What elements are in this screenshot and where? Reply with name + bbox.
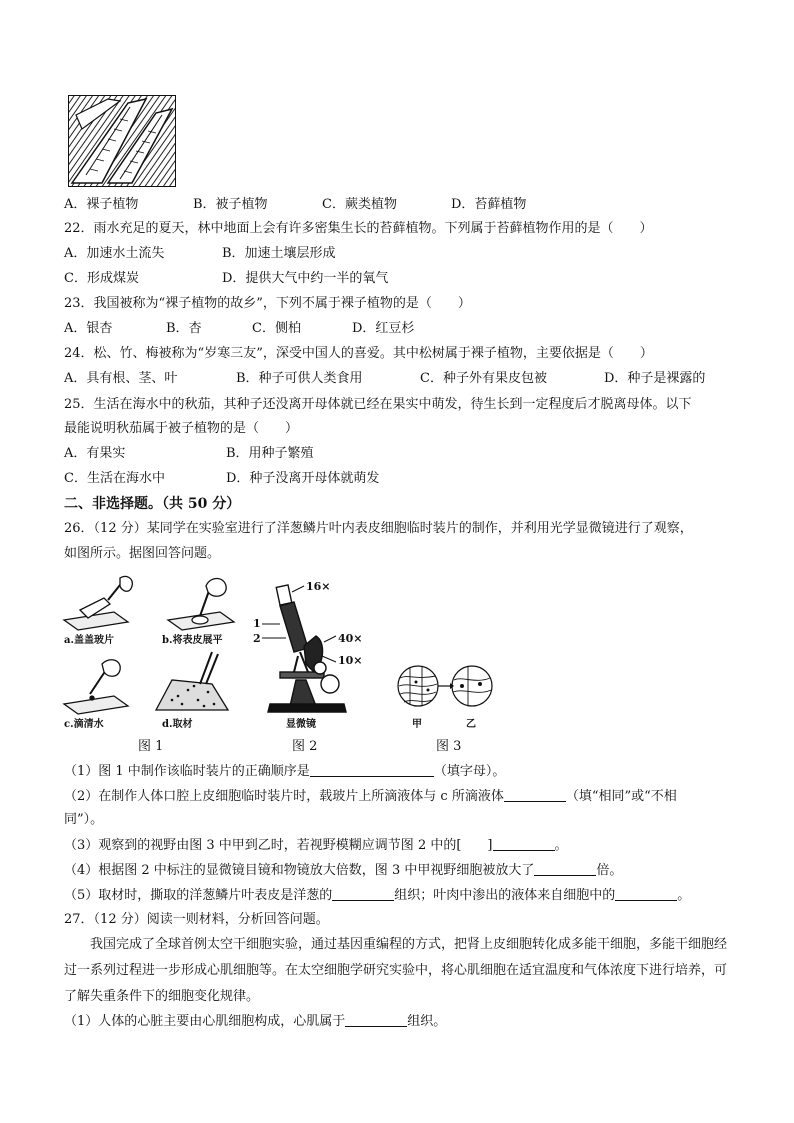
q26-part5 <box>64 886 690 905</box>
fig1-label-b: b.将表皮展平 <box>162 635 223 646</box>
fig2-num-1: 1 <box>253 617 261 630</box>
q26-part5-text: （5）取材时，撕取的洋葱鳞片叶表皮是洋葱的 <box>64 888 333 903</box>
q27-part1 <box>64 1012 446 1031</box>
q26-part3-end: 。 <box>554 838 568 853</box>
q26-stem-line2: 如图所示。据图回答问题。 <box>64 546 221 561</box>
q26-part1 <box>64 762 505 781</box>
q25-option-b: B．用种子繁殖 <box>226 446 314 461</box>
fig2-objective-mag-40: 40× <box>338 632 363 645</box>
q27-part1-blank[interactable] <box>345 1012 407 1027</box>
figure-3-fields-of-view <box>396 660 496 712</box>
q26-part1-blank[interactable] <box>310 762 434 777</box>
q21-option-c: C．蕨类植物 <box>322 197 397 212</box>
fig1-label-a: a.盖盖玻片 <box>64 635 114 646</box>
q24-stem: 24．松、竹、梅被称为“岁寒三友”，深受中国人的喜爱。其中松树属于裸子植物，主要依据是（ ） <box>64 346 653 361</box>
q23-option-a: A．银杏 <box>64 321 113 336</box>
q25-stem-line1: 25．生活在海水中的秋茄，其种子还没离开母体就已经在果实中萌发，待生长到一定程度后才脱离母体。以下 <box>64 397 692 412</box>
q26-part2-blank[interactable] <box>504 787 566 802</box>
q26-part1-end: （填字母）。 <box>433 764 506 779</box>
q22-option-b: B．加速土壤层形成 <box>222 246 336 261</box>
q21-option-b: B．被子植物 <box>193 197 268 212</box>
fig1-label-d: d.取材 <box>162 719 193 730</box>
q26-part2 <box>64 787 677 806</box>
q26-part3 <box>64 836 568 855</box>
q23-option-b: B．杏 <box>166 321 202 336</box>
fig3-label-jia: 甲 <box>412 719 422 730</box>
q22-stem: 22．雨水充足的夏天，林中地面上会有许多密集生长的苔藓植物。下列属于苔藓植物作用的是（ ） <box>64 221 653 236</box>
q26-part4 <box>64 861 622 880</box>
q22-option-a: A．加速水土流失 <box>64 246 165 261</box>
q24-option-d: D．种子是裸露的 <box>604 371 706 386</box>
q26-part1-text: （1）图 1 中制作该临时装片的正确顺序是 <box>64 764 310 779</box>
q24-option-b: B．种子可供人类食用 <box>236 371 363 386</box>
fern-leaf-figure <box>68 95 176 187</box>
q25-option-c: C．生活在海水中 <box>64 471 165 486</box>
q26-part3-blank[interactable] <box>493 836 555 851</box>
q26-part5-mid: 组织；叶肉中渗出的液体来自细胞中的 <box>394 888 616 903</box>
q25-stem-line2: 最能说明秋茄属于被子植物的是（ ） <box>64 421 299 436</box>
fig2-num-2: 2 <box>253 632 261 645</box>
caption-figure-3: 图 3 <box>436 739 462 754</box>
q26-part2-end: （填“相同”或“不相 <box>565 789 677 804</box>
q21-option-d: D．苔藓植物 <box>451 197 527 212</box>
q27-material: 我国完成了全球首例太空干细胞实验，通过基因重编程的方式，把肾上皮细胞转化成多能干细胞，多能干细胞经过一系列过程进一步形成心肌细胞等。在太空细胞学研究实验中，将心肌细胞在适宜温度和气体浓度下进行培养，可了解失重条件下的细胞变化规律。 <box>64 937 728 1004</box>
q26-part3-text: （3）观察到的视野由图 3 中甲到乙时，若视野模糊应调节图 2 中的[ ] <box>64 838 493 853</box>
q27-stem: 27．（12 分）阅读一则材料，分析回答问题。 <box>64 912 329 927</box>
q23-option-c: C．侧柏 <box>252 321 301 336</box>
fig1-label-c: c.滴清水 <box>64 719 104 730</box>
q22-option-c: C．形成煤炭 <box>64 271 139 286</box>
q26-part4-blank[interactable] <box>534 861 596 876</box>
q26-part5-blank-2[interactable] <box>615 886 677 901</box>
q23-option-d: D．红豆杉 <box>352 321 415 336</box>
q27-part1-end: 组织。 <box>407 1014 447 1029</box>
q24-option-a: A．具有根、茎、叶 <box>64 371 178 386</box>
q26-part5-blank-1[interactable] <box>332 886 394 901</box>
q25-option-d: D．种子没离开母体就萌发 <box>226 471 380 486</box>
q26-part2-cont: 同”）。 <box>64 812 104 827</box>
q26-stem-line1: 26．（12 分）某同学在实验室进行了洋葱鳞片叶内表皮细胞临时装片的制作，并利用光学显微镜进行了观察， <box>64 521 693 536</box>
figure-1-slide-steps <box>60 572 250 732</box>
fig2-eyepiece-mag: 16× <box>306 580 331 593</box>
caption-figure-2: 图 2 <box>292 739 318 754</box>
fig2-objective-mag-10: 10× <box>338 654 363 667</box>
q21-option-a: A．裸子植物 <box>64 197 139 212</box>
q26-part4-end: 倍。 <box>596 863 623 878</box>
caption-figure-1: 图 1 <box>138 739 164 754</box>
q26-part2-text: （2）在制作人体口腔上皮细胞临时装片时，载玻片上所滴液体与 c 所滴液体 <box>64 789 504 804</box>
fig3-label-yi: 乙 <box>466 719 476 730</box>
section-heading: 二、非选择题。（共 50 分） <box>64 496 241 512</box>
q24-option-c: C．种子外有果皮包被 <box>420 371 547 386</box>
q26-part5-end: 。 <box>677 888 691 903</box>
q25-option-a: A．有果实 <box>64 446 126 461</box>
q23-stem: 23．我国被称为“裸子植物的故乡”，下列不属于裸子植物的是（ ） <box>64 296 471 311</box>
q22-option-d: D．提供大气中约一半的氧气 <box>222 271 389 286</box>
q27-part1-text: （1）人体的心脏主要由心肌细胞构成，心肌属于 <box>64 1014 346 1029</box>
fig2-label-microscope: 显微镜 <box>286 719 316 730</box>
q26-part4-text: （4）根据图 2 中标注的显微镜目镜和物镜放大倍数，图 3 中甲视野细胞被放大了 <box>64 863 535 878</box>
